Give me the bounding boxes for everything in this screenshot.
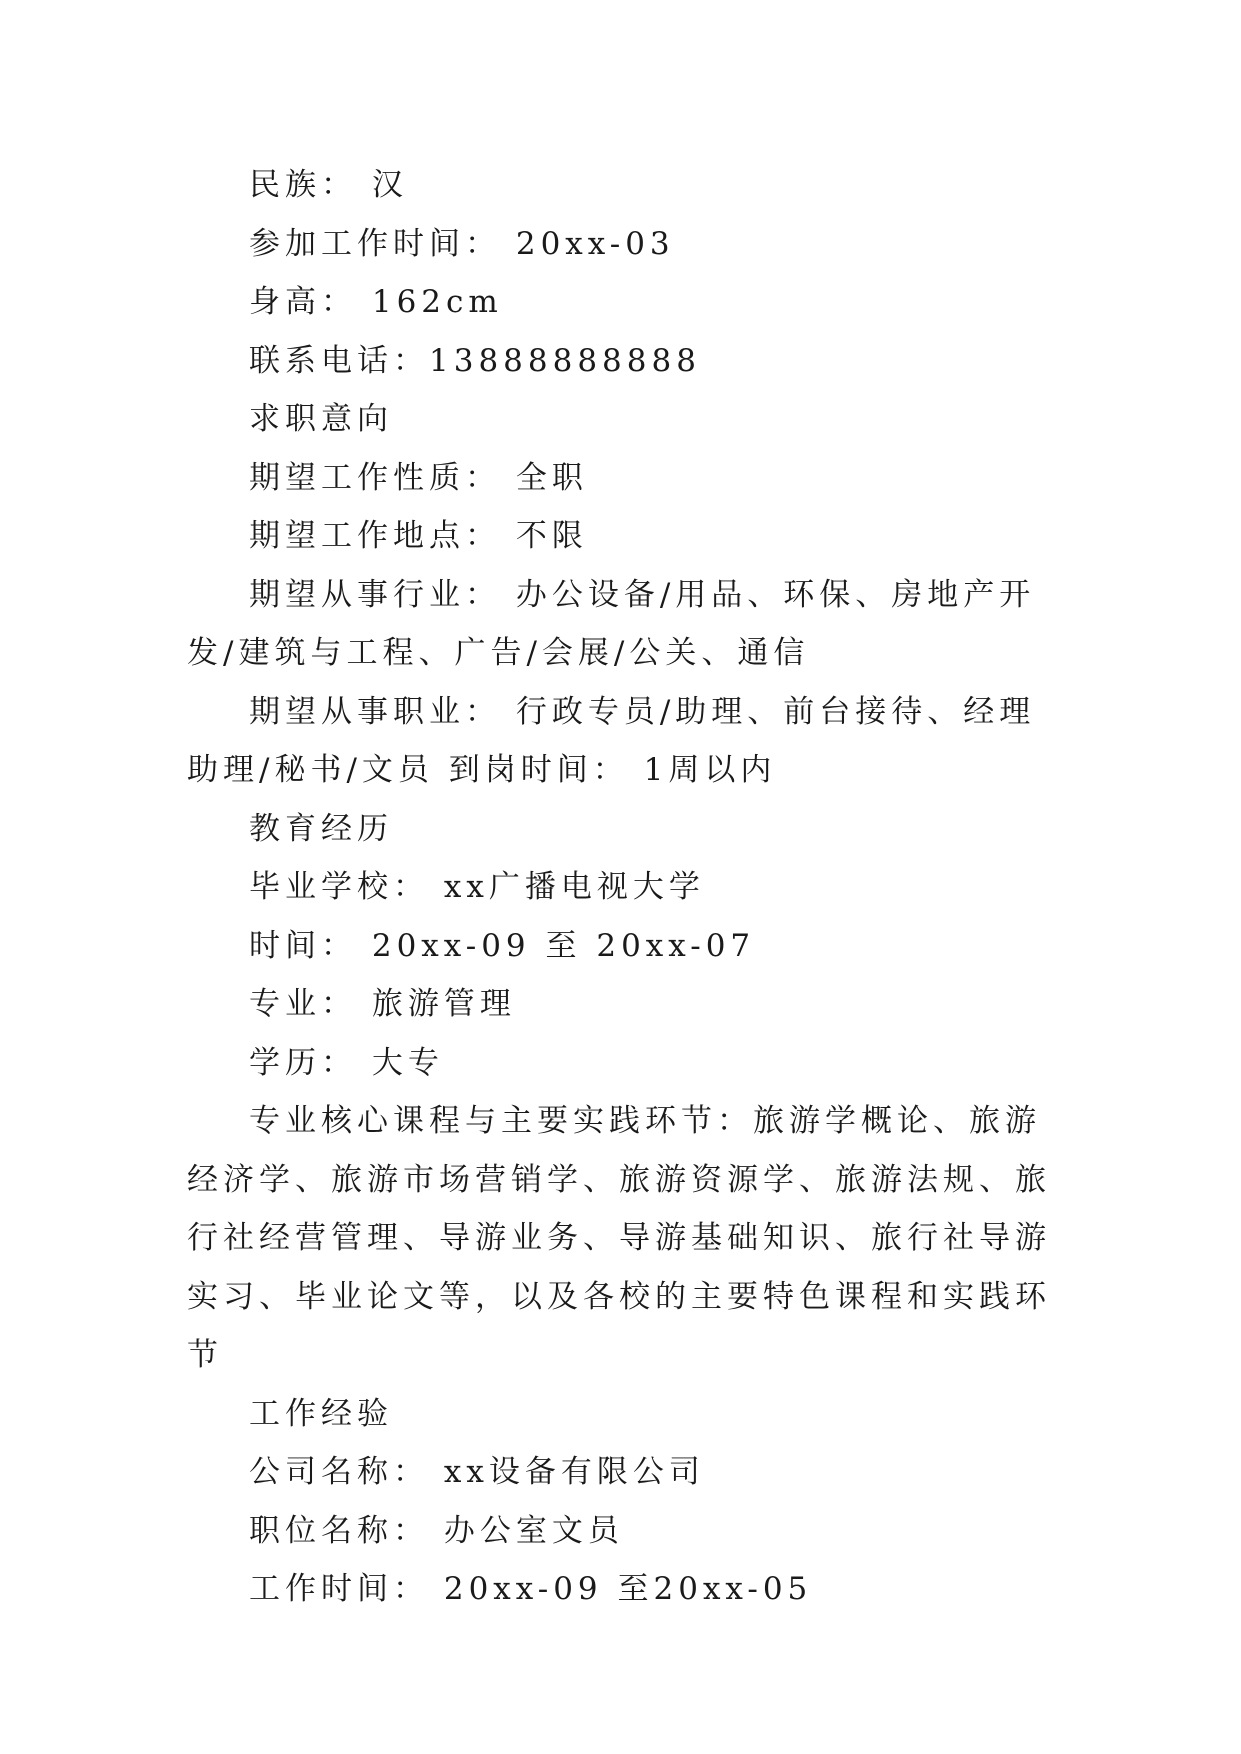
field-education-period: 时间： 20xx-09 至 20xx-07 bbox=[249, 927, 756, 964]
document-body bbox=[187, 156, 1057, 1619]
field-position-name: 职位名称： 办公室文员 bbox=[249, 1512, 624, 1549]
field-phone: 联系电话：13888888888 bbox=[249, 342, 701, 379]
field-work-start-date: 参加工作时间： 20xx-03 bbox=[249, 225, 675, 262]
field-company-name: 公司名称： xx设备有限公司 bbox=[249, 1454, 705, 1490]
field-ethnicity: 民族： 汉 bbox=[249, 167, 408, 203]
field-job-location: 期望工作地点： 不限 bbox=[249, 518, 588, 554]
field-major: 专业： 旅游管理 bbox=[249, 986, 516, 1022]
section-heading-job-intention: 求职意向 bbox=[249, 401, 393, 437]
field-school: 毕业学校： xx广播电视大学 bbox=[249, 869, 705, 905]
field-work-period: 工作时间： 20xx-09 至20xx-05 bbox=[249, 1571, 813, 1607]
field-core-courses: 专业核心课程与主要实践环节：旅游学概论、旅游经济学、旅游市场营销学、旅游资源学、旅游法规、旅行社经营管理、导游业务、导游基础知识、旅行社导游实习、毕业论文等，以及各校的主要特色课程和实践环节 bbox=[187, 1103, 1051, 1373]
field-job-type: 期望工作性质： 全职 bbox=[249, 459, 588, 496]
section-heading-education: 教育经历 bbox=[249, 810, 393, 847]
field-degree: 学历： 大专 bbox=[249, 1044, 444, 1081]
field-industry: 期望从事行业： 办公设备/用品、环保、房地产开发/建筑与工程、广告/会展/公关、通信 bbox=[187, 576, 1036, 671]
field-occupation: 期望从事职业： 行政专员/助理、前台接待、经理助理/秘书/文员 到岗时间： 1周以内 bbox=[187, 693, 1036, 788]
section-heading-work-experience: 工作经验 bbox=[249, 1395, 393, 1432]
field-height: 身高： 162cm bbox=[249, 284, 503, 320]
